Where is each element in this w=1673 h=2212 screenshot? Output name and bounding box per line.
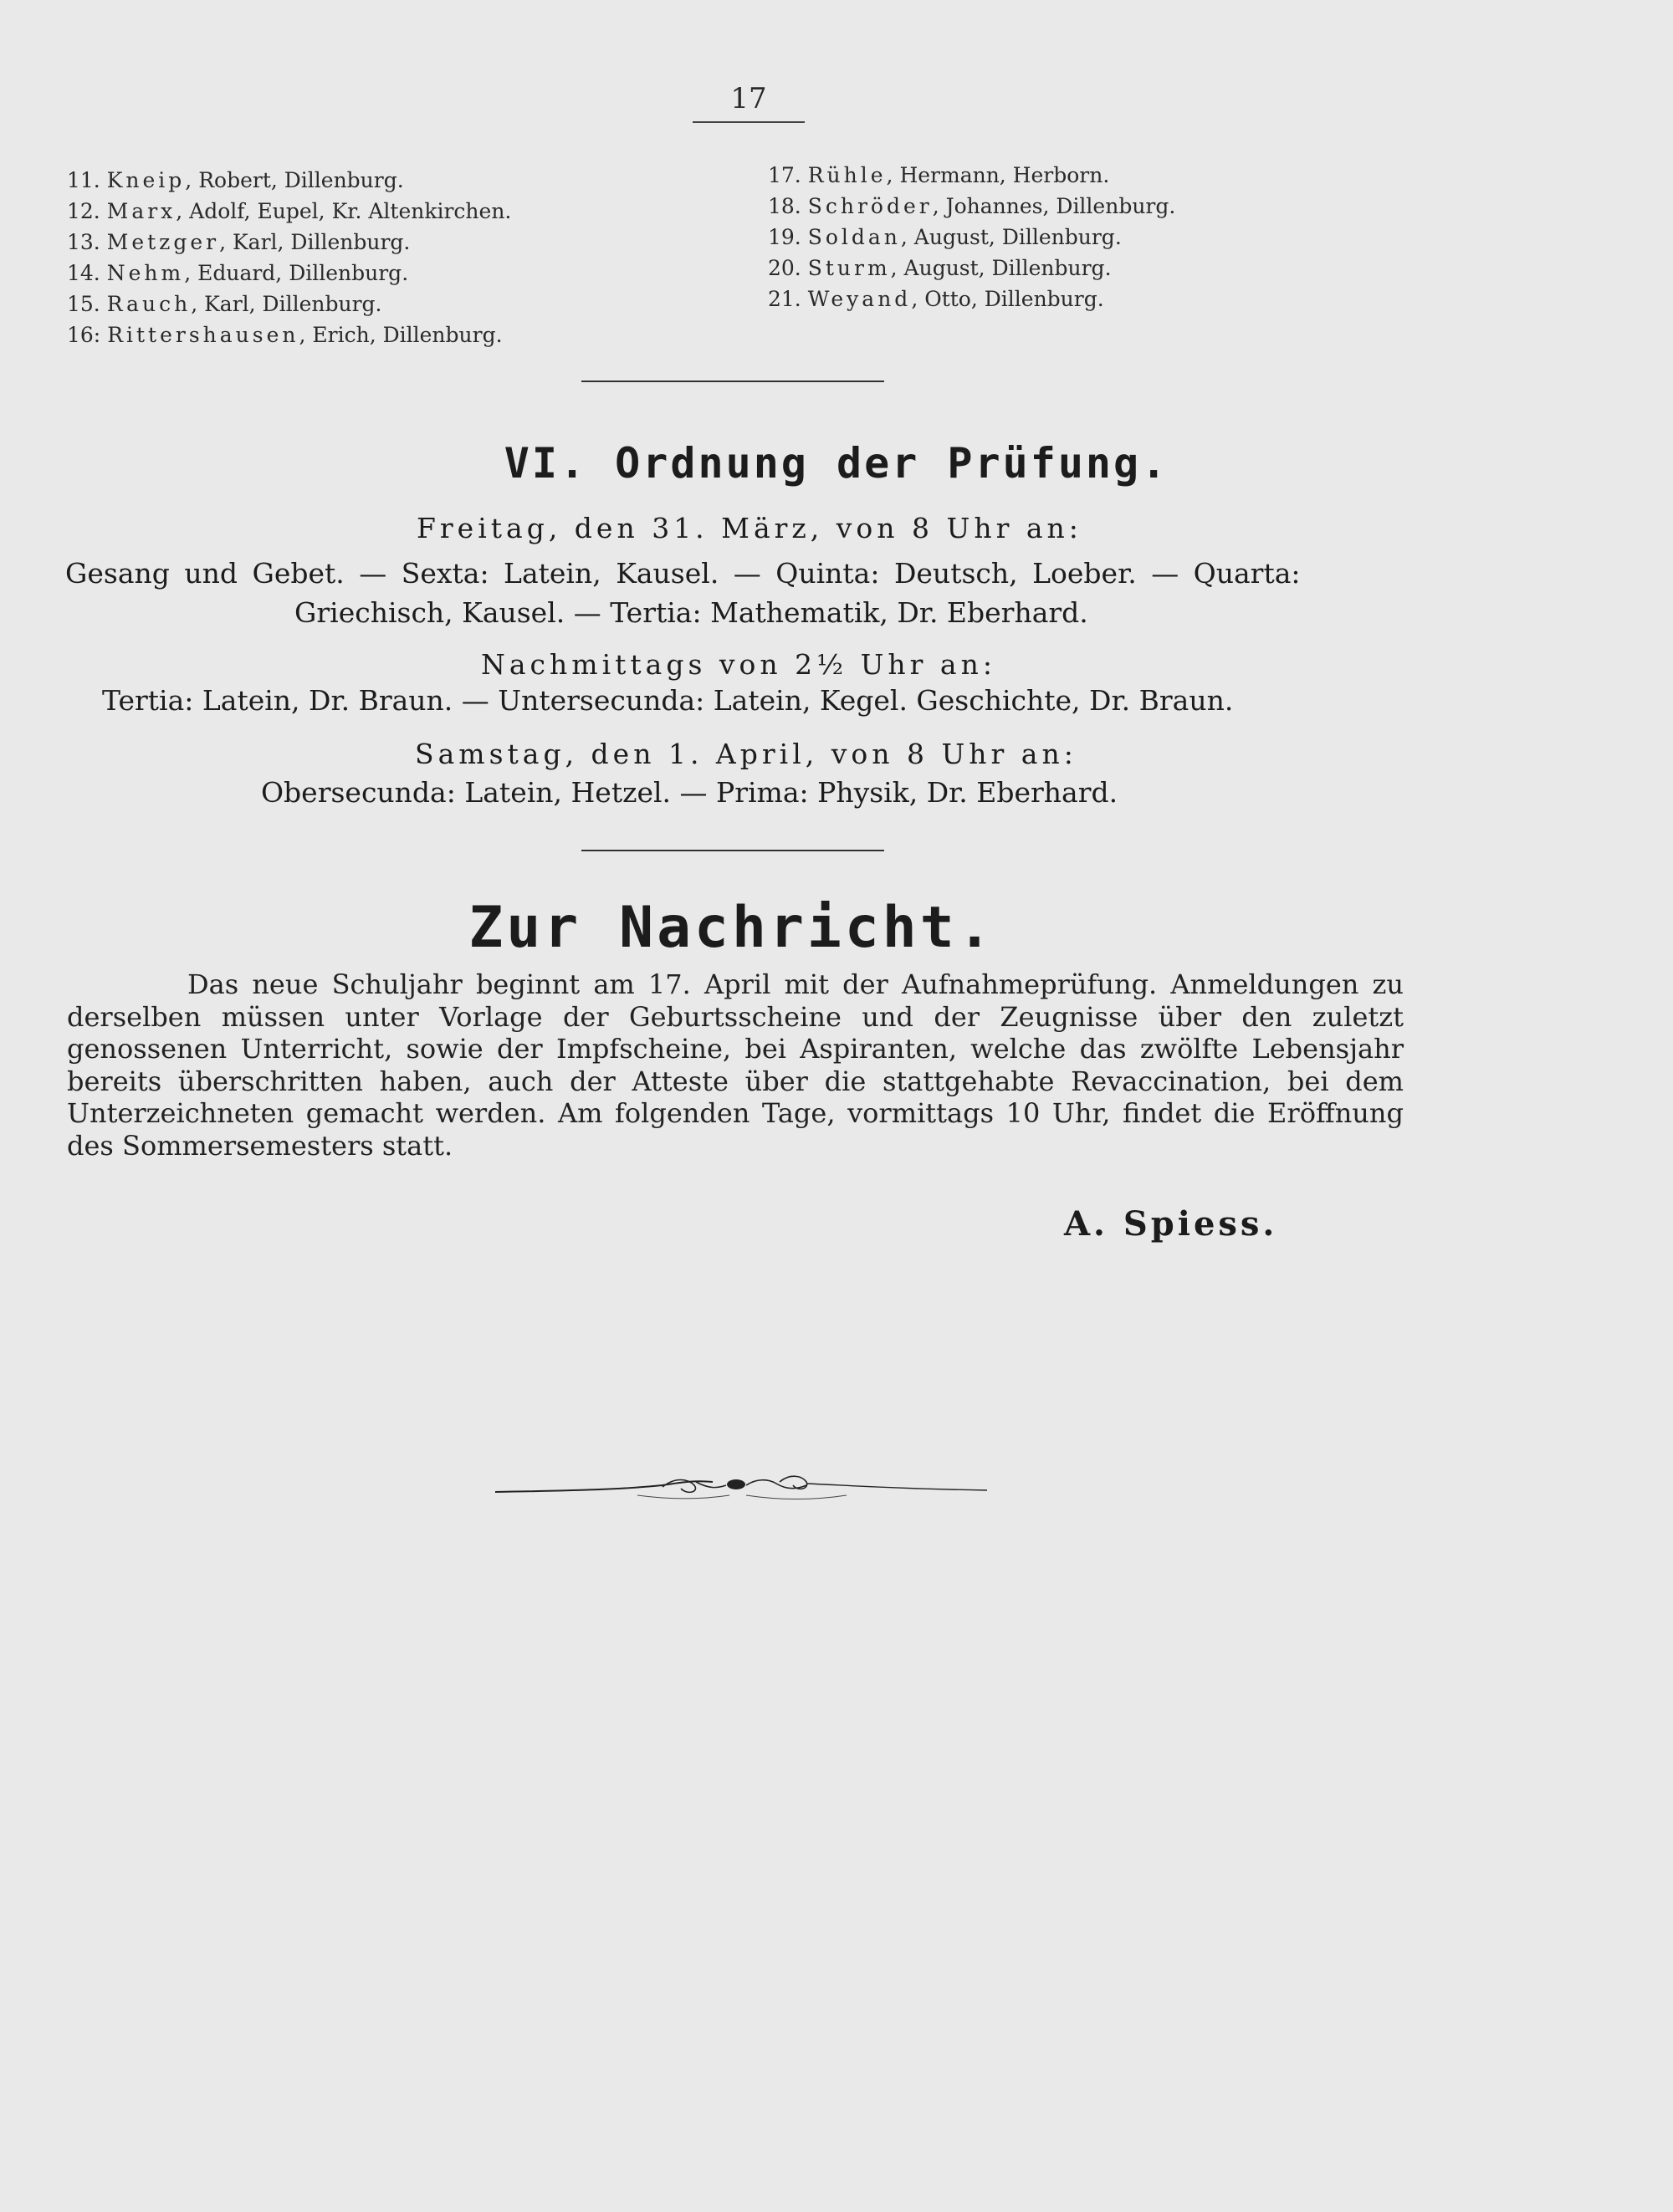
student-details: , Otto, Dillenburg. bbox=[911, 287, 1104, 311]
entry-number: 17. bbox=[768, 163, 801, 187]
signature: A. Spiess. bbox=[1064, 1204, 1278, 1244]
notice-body: Das neue Schuljahr beginnt am 17. April mit der Aufnahmeprüfung. Anmeldungen zu derselben müssen unter Vorlage der Geburtsscheine und der Zeugnisse über den zuletzt genossenen Unterricht, sowie der Impfscheine, bei Aspiranten, welche das zwölfte Lebensjahr bereits überschritten haben, auch der Atteste über die stattgehabte Revaccination, bei dem Unterzeichneten gemacht werden. Am folgenden Tage, vormittags 10 Uhr, findet die Eröffnung des Sommersemesters statt. bbox=[67, 968, 1404, 1162]
entry-number: 12. bbox=[67, 199, 100, 223]
student-details: , Adolf, Eupel, Kr. Altenkirchen. bbox=[176, 199, 512, 223]
student-entry-20 bbox=[768, 253, 1175, 284]
afternoon-heading: Nachmittags von 2½ Uhr an: bbox=[481, 648, 996, 681]
saturday-heading: Samstag, den 1. April, von 8 Uhr an: bbox=[415, 738, 1077, 770]
student-entry-11 bbox=[67, 165, 511, 196]
student-surname: Sturm bbox=[807, 256, 891, 280]
section-title: VI. Ordnung der Prüfung. bbox=[504, 439, 1169, 488]
ornament-divider bbox=[495, 1470, 987, 1507]
student-list-right bbox=[768, 160, 1175, 314]
student-details: , Hermann, Herborn. bbox=[886, 163, 1110, 187]
entry-number: 11. bbox=[67, 168, 100, 192]
entry-number: 20. bbox=[768, 256, 801, 280]
student-surname: Metzger bbox=[106, 230, 220, 254]
entry-number: 14. bbox=[67, 261, 100, 285]
friday-line-2: Griechisch, Kausel. — Tertia: Mathematik, Dr. Eberhard. bbox=[294, 596, 1088, 629]
entry-number: 21. bbox=[768, 287, 801, 311]
student-surname: Soldan bbox=[807, 225, 901, 249]
student-details: , August, Dillenburg. bbox=[900, 225, 1122, 249]
student-entry-16 bbox=[67, 319, 511, 350]
section-divider bbox=[581, 850, 884, 851]
student-details: , Karl, Dillenburg. bbox=[191, 292, 382, 316]
student-surname: Rühle bbox=[807, 163, 887, 187]
entry-number: 18. bbox=[768, 194, 801, 218]
entry-number: 13. bbox=[67, 230, 100, 254]
student-details: , Johannes, Dillenburg. bbox=[932, 194, 1176, 218]
student-entry-18 bbox=[768, 191, 1175, 222]
student-entry-13 bbox=[67, 227, 511, 258]
student-surname: Weyand bbox=[807, 287, 912, 311]
student-surname: Rauch bbox=[106, 292, 192, 316]
section-divider bbox=[581, 381, 884, 382]
student-details: , Robert, Dillenburg. bbox=[185, 168, 404, 192]
student-surname: Rittershausen bbox=[107, 323, 299, 347]
entry-number: 19. bbox=[768, 225, 801, 249]
student-list-left bbox=[67, 165, 511, 350]
notice-title: Zur Nachricht. bbox=[468, 895, 995, 961]
student-entry-19 bbox=[768, 222, 1175, 253]
student-details: , August, Dillenburg. bbox=[890, 256, 1112, 280]
student-surname: Schröder bbox=[807, 194, 933, 218]
page-number: 17 bbox=[730, 82, 767, 115]
afternoon-line: Tertia: Latein, Dr. Braun. — Untersecunda: Latein, Kegel. Geschichte, Dr. Braun. bbox=[102, 684, 1234, 717]
student-details: , Karl, Dillenburg. bbox=[219, 230, 411, 254]
student-entry-14 bbox=[67, 258, 511, 289]
student-surname: Kneip bbox=[106, 168, 186, 192]
entry-number: 15. bbox=[67, 292, 100, 316]
student-entry-12 bbox=[67, 196, 511, 227]
student-entry-17 bbox=[768, 160, 1175, 191]
entry-number: 16: bbox=[67, 323, 101, 347]
student-entry-21 bbox=[768, 284, 1175, 314]
student-details: , Erich, Dillenburg. bbox=[299, 323, 503, 347]
saturday-line: Obersecunda: Latein, Hetzel. — Prima: Physik, Dr. Eberhard. bbox=[261, 776, 1118, 809]
student-surname: Marx bbox=[106, 199, 177, 223]
student-entry-15 bbox=[67, 289, 511, 319]
friday-heading: Freitag, den 31. März, von 8 Uhr an: bbox=[417, 512, 1082, 544]
student-surname: Nehm bbox=[106, 261, 185, 285]
page-number-rule bbox=[693, 121, 805, 123]
friday-line-1: Gesang und Gebet. — Sexta: Latein, Kausel. — Quinta: Deutsch, Loeber. — Quarta: bbox=[65, 557, 1301, 590]
student-details: , Eduard, Dillenburg. bbox=[184, 261, 409, 285]
